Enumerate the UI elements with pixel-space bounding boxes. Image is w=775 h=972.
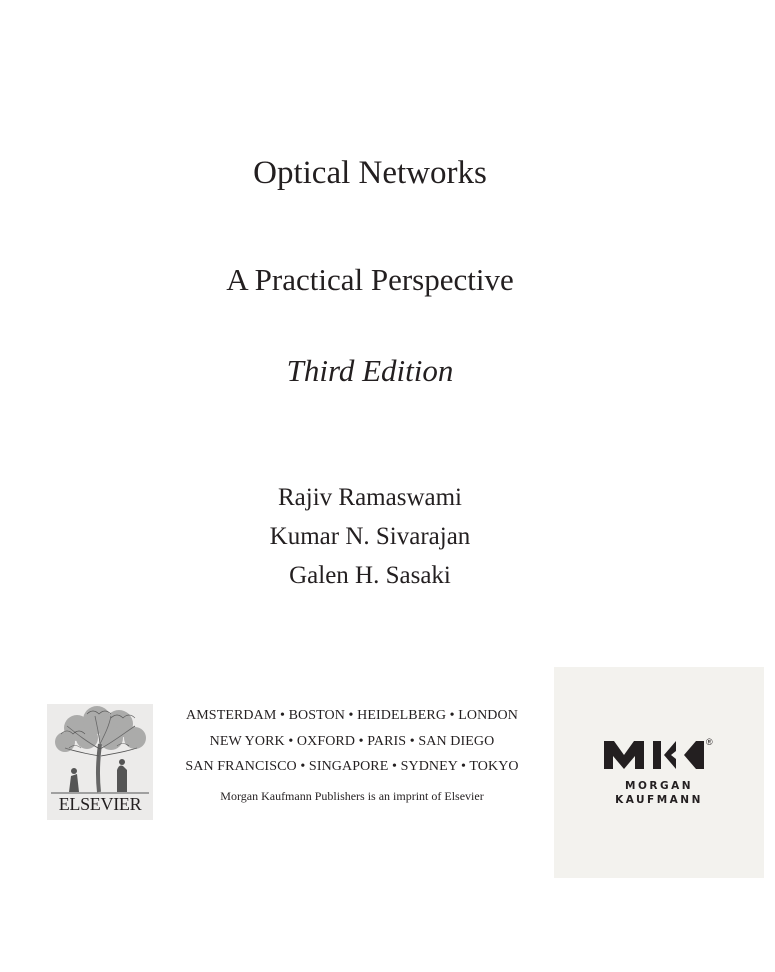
city-line: NEW YORK • OXFORD • PARIS • SAN DIEGO (209, 733, 495, 749)
author-name: Kumar N. Sivarajan (269, 523, 471, 550)
morgan-kaufmann-logo (554, 667, 764, 878)
mk-monogram-icon (604, 739, 706, 769)
book-edition: Third Edition (286, 353, 454, 388)
imprint-note: Morgan Kaufmann Publishers is an imprint of Elsevier (220, 789, 484, 803)
elsevier-tree-icon (47, 704, 153, 796)
book-subtitle: A Practical Perspective (226, 262, 514, 297)
author-name: Rajiv Ramaswami (278, 484, 462, 511)
registered-trademark: ® (706, 737, 713, 747)
city-line: SAN FRANCISCO • SINGAPORE • SYDNEY • TOKYO (185, 759, 519, 774)
city-line: AMSTERDAM • BOSTON • HEIDELBERG • LONDON (186, 708, 518, 723)
book-title: Optical Networks (253, 155, 487, 191)
publisher-cities (172, 703, 532, 780)
author-list (0, 478, 740, 595)
mk-wordmark-line1: MORGAN (625, 780, 693, 792)
elsevier-logo (47, 704, 153, 820)
mk-wordmark-line2: KAUFMANN (615, 794, 703, 806)
elsevier-wordmark: ELSEVIER (58, 794, 142, 814)
author-name: Galen H. Sasaki (289, 562, 451, 589)
